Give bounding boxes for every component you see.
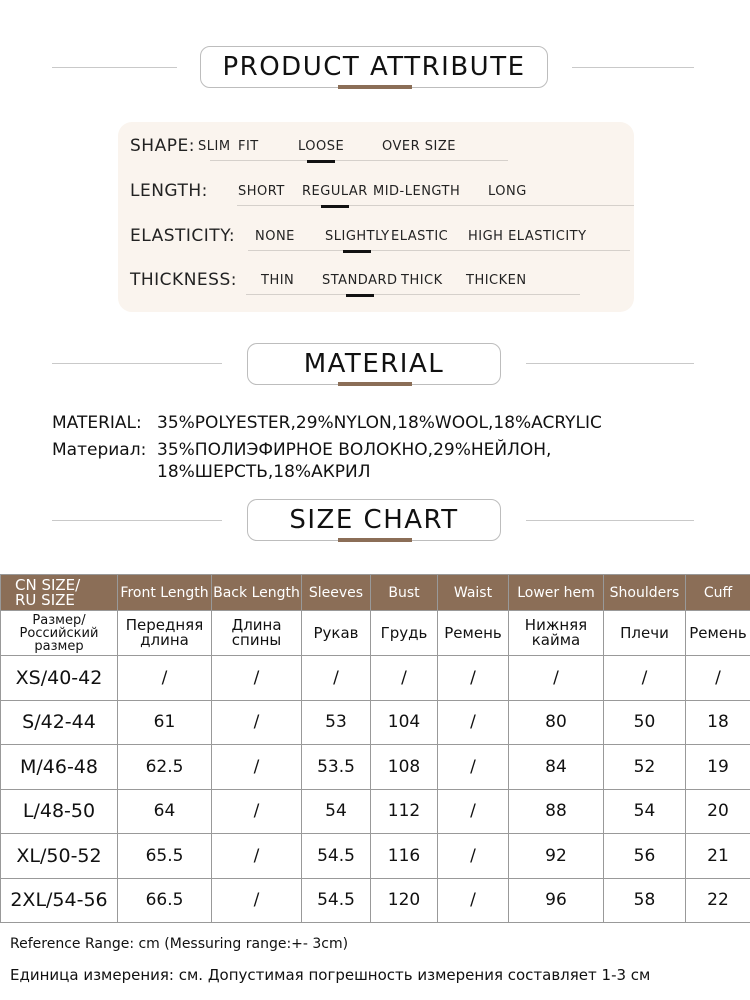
attribute-option: SHORT (238, 184, 285, 199)
table-cell: 56 (604, 834, 686, 879)
column-header: Bust (371, 575, 438, 611)
table-cell: 88 (509, 789, 604, 834)
material-ru-value-2: 18%ШЕРСТЬ,18%АКРИЛ (157, 462, 371, 482)
table-cell: / (438, 878, 509, 923)
table-cell: 18 (686, 700, 750, 745)
section-title-material: MATERIAL (247, 343, 501, 385)
table-cell: / (212, 656, 302, 701)
table-cell: / (438, 789, 509, 834)
table-cell: 54.5 (302, 834, 371, 879)
table-cell: / (118, 656, 212, 701)
attribute-label: SHAPE: (130, 136, 195, 156)
table-cell: 21 (686, 834, 750, 879)
size-cell: L/48-50 (1, 789, 118, 834)
material-en-value: 35%POLYESTER,29%NYLON,18%WOOL,18%ACRYLIC (157, 413, 602, 433)
table-cell: 20 (686, 789, 750, 834)
ru-column-header: Ремень (686, 611, 750, 656)
size-cell: 2XL/54-56 (1, 878, 118, 923)
ru-column-header: Рукав (302, 611, 371, 656)
table-cell: 112 (371, 789, 438, 834)
attribute-label: THICKNESS: (130, 270, 237, 290)
underline (248, 250, 630, 251)
table-cell: 22 (686, 878, 750, 923)
attribute-row (130, 136, 630, 166)
table-cell: / (686, 656, 750, 701)
divider (52, 520, 222, 521)
section-title-attribute: PRODUCT ATTRIBUTE (200, 46, 548, 88)
table-cell: 62.5 (118, 745, 212, 790)
divider (52, 363, 222, 364)
ru-column-header: Плечи (604, 611, 686, 656)
column-header: Front Length (118, 575, 212, 611)
table-cell: 96 (509, 878, 604, 923)
column-header: Back Length (212, 575, 302, 611)
underline (237, 205, 634, 206)
attribute-option: THICKEN (466, 273, 527, 288)
table-row (1, 745, 750, 790)
attribute-option-selected: STANDARD (322, 273, 398, 288)
column-header: Lower hem (509, 575, 604, 611)
underline (210, 160, 508, 161)
attribute-option: OVER SIZE (382, 139, 456, 154)
attribute-option: FIT (238, 139, 259, 154)
material-ru-label: Материал: (52, 440, 147, 460)
divider (526, 363, 694, 364)
attribute-option: THICK (401, 273, 443, 288)
table-cell: 50 (604, 700, 686, 745)
attribute-row (130, 226, 630, 256)
column-header: Cuff (686, 575, 750, 611)
table-cell: 80 (509, 700, 604, 745)
table-row (1, 656, 750, 701)
attribute-option: LONG (488, 184, 527, 199)
column-header: Sleeves (302, 575, 371, 611)
table-cell: 54 (604, 789, 686, 834)
attribute-option: HIGH ELASTICITY (468, 229, 587, 244)
title-accent (338, 382, 412, 386)
table-cell: / (212, 700, 302, 745)
table-cell: / (604, 656, 686, 701)
table-cell: 116 (371, 834, 438, 879)
divider (572, 67, 694, 68)
table-cell: 53 (302, 700, 371, 745)
attribute-option-selected: LOOSE (298, 139, 345, 154)
attribute-label: LENGTH: (130, 181, 208, 201)
table-cell: 52 (604, 745, 686, 790)
material-ru-value: 35%ПОЛИЭФИРНОЕ ВОЛОКНО,29%НЕЙЛОН, (157, 440, 552, 460)
table-cell: / (371, 656, 438, 701)
ru-column-header: Передняя длина (118, 611, 212, 656)
table-cell: 66.5 (118, 878, 212, 923)
table-cell: 108 (371, 745, 438, 790)
note-en: Reference Range: cm (Messuring range:+- 3cm) (10, 936, 349, 952)
title-accent (338, 85, 412, 89)
table-cell: / (212, 789, 302, 834)
attribute-option: ELASTIC (391, 229, 449, 244)
table-cell: / (212, 745, 302, 790)
attribute-option: THIN (261, 273, 295, 288)
table-cell: / (212, 878, 302, 923)
ru-column-header: Ремень (438, 611, 509, 656)
table-cell: / (302, 656, 371, 701)
table-cell: / (509, 656, 604, 701)
table-cell: 92 (509, 834, 604, 879)
attribute-option: NONE (255, 229, 295, 244)
table-cell: 104 (371, 700, 438, 745)
table-cell: / (438, 656, 509, 701)
table-cell: 54 (302, 789, 371, 834)
table-row (1, 789, 750, 834)
note-ru: Единица измерения: см. Допустимая погрешность измерения составляет 1-3 см (10, 966, 651, 984)
divider (526, 520, 694, 521)
size-cell: XS/40-42 (1, 656, 118, 701)
table-cell: / (438, 834, 509, 879)
column-header: Shoulders (604, 575, 686, 611)
divider (52, 67, 177, 68)
table-cell: 53.5 (302, 745, 371, 790)
size-cell: XL/50-52 (1, 834, 118, 879)
table-cell: / (212, 834, 302, 879)
attribute-option: MID-LENGTH (373, 184, 461, 199)
table-cell: / (438, 745, 509, 790)
ru-column-header: Нижняя кайма (509, 611, 604, 656)
table-cell: 120 (371, 878, 438, 923)
attribute-label: ELASTICITY: (130, 226, 236, 246)
attribute-option: SLIM (198, 139, 231, 154)
ru-column-header: Размер/ Российский размер (1, 611, 118, 656)
ru-header-row (1, 611, 750, 656)
underline (246, 294, 580, 295)
attribute-option-selected: REGULAR (302, 184, 368, 199)
size-cell: S/42-44 (1, 700, 118, 745)
table-cell: 58 (604, 878, 686, 923)
ru-column-header: Длина спины (212, 611, 302, 656)
column-header: Waist (438, 575, 509, 611)
table-cell: / (438, 700, 509, 745)
material-en-label: MATERIAL: (52, 413, 142, 433)
attribute-row (130, 181, 630, 211)
column-header: CN SIZE/ RU SIZE (1, 575, 118, 611)
size-chart-table (0, 574, 750, 923)
table-cell: 19 (686, 745, 750, 790)
title-accent (338, 538, 412, 542)
table-row (1, 878, 750, 923)
table-cell: 65.5 (118, 834, 212, 879)
attribute-row (130, 270, 630, 300)
table-cell: 54.5 (302, 878, 371, 923)
section-title-size-chart: SIZE CHART (247, 499, 501, 541)
table-cell: 84 (509, 745, 604, 790)
table-cell: 64 (118, 789, 212, 834)
attribute-panel (118, 122, 634, 312)
attribute-option-selected: SLIGHTLY (325, 229, 390, 244)
table-row (1, 700, 750, 745)
size-cell: M/46-48 (1, 745, 118, 790)
ru-column-header: Грудь (371, 611, 438, 656)
table-row (1, 834, 750, 879)
table-cell: 61 (118, 700, 212, 745)
